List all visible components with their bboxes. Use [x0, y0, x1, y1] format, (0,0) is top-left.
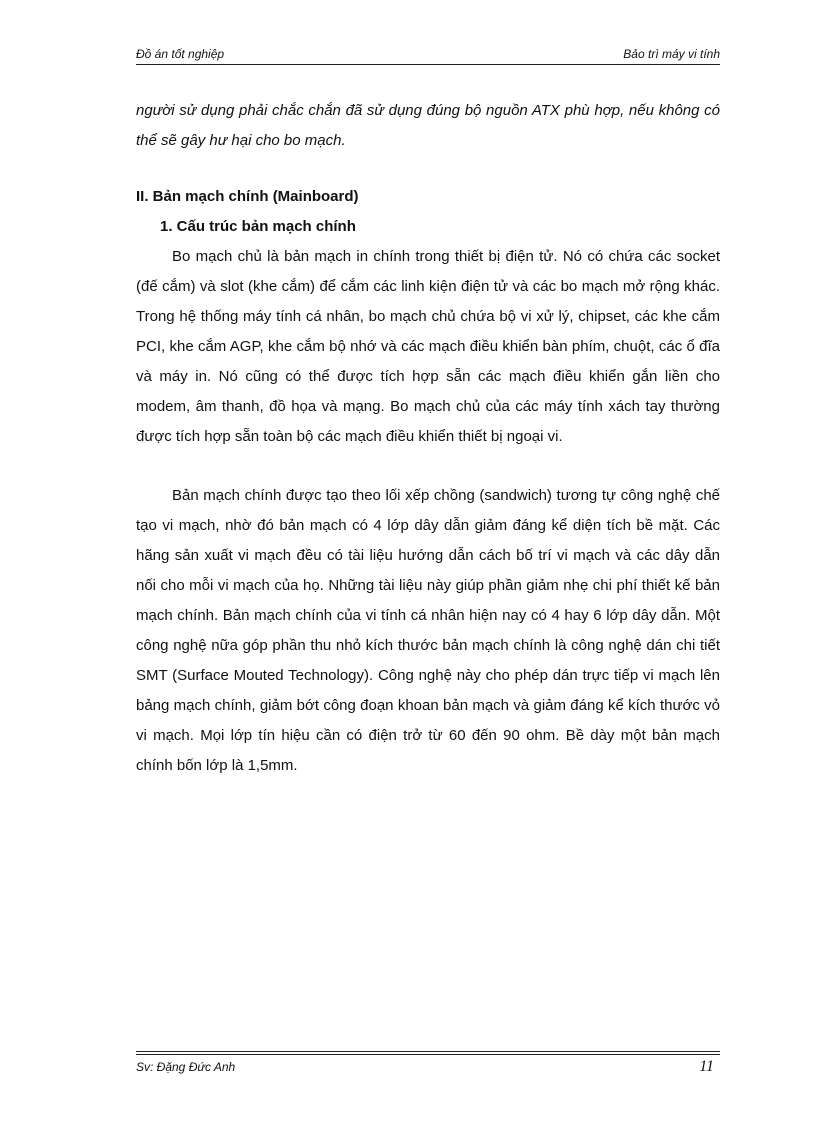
footer-rule-bottom — [136, 1054, 720, 1055]
header-subject: Bảo trì máy vi tính — [623, 47, 720, 61]
footer-author: Sv: Đặng Đức Anh — [136, 1060, 236, 1074]
footer-rule-top — [136, 1051, 720, 1052]
section-heading: II. Bản mạch chính (Mainboard) — [136, 188, 359, 205]
subsection-heading: 1. Cấu trúc bản mạch chính — [160, 218, 356, 235]
intro-paragraph: người sử dụng phải chắc chắn đã sử dụng đúng bộ nguồn ATX phù hợp, nếu không có thể sẽ gây hư hại cho bo mạch. — [136, 102, 720, 149]
header-document-title: Đồ án tốt nghiệp — [136, 47, 225, 61]
body-paragraph-1: Bo mạch chủ là bản mạch in chính trong thiết bị điện tử. Nó có chứa các socket (đế cắm) và slot (khe cắm) để cắm các linh kiện điện tử và các bo mạch mở rộng khác. Trong hệ thống máy tính cá nhân, bo mạch chủ chứa bộ vi xử lý, chipset, các khe cắm PCI, khe cắm AGP, khe cắm bộ nhớ và các mạch điều khiển bàn phím, chuột, các ổ đĩa và máy in. Nó cũng có thể được tích hợp sẵn các mạch điều khiển gắn liền cho modem, âm thanh, đồ họa và mạng. Bo mạch chủ của các máy tính xách tay thường được tích hợp sẵn toàn bộ các mạch điều khiển thiết bị ngoại vi. — [136, 248, 720, 445]
header-rule — [136, 64, 720, 65]
page-number: 11 — [699, 1058, 714, 1075]
body-paragraph-2: Bản mạch chính được tạo theo lối xếp chồng (sandwich) tương tự công nghệ chế tạo vi mạch, nhờ đó bản mạch có 4 lớp dây dẫn giảm đáng kể diện tích bề mặt. Các hãng sản xuất vi mạch đều có tài liệu hướng dẫn cách bố trí vi mạch và các dây dẫn nối cho mỗi vi mạch của họ. Những tài liệu này giúp phần giảm nhẹ chi phí thiết kế bản mạch chính. Bản mạch chính của vi tính cá nhân hiện nay có 4 hay 6 lớp dây dẫn. Một công nghệ nữa góp phần thu nhỏ kích thước bản mạch chính là công nghệ dán chi tiết SMT (Surface Mouted Technology). Công nghệ này cho phép dán trực tiếp vi mạch lên bảng mạch chính, giảm bớt công đoạn khoan bản mạch và giảm đáng kể kích thước vỏ vi mạch. Mọi lớp tín hiệu cần có điện trở từ 60 đến 90 ohm. Bề dày một bản mạch chính bốn lớp là 1,5mm. — [136, 487, 720, 774]
